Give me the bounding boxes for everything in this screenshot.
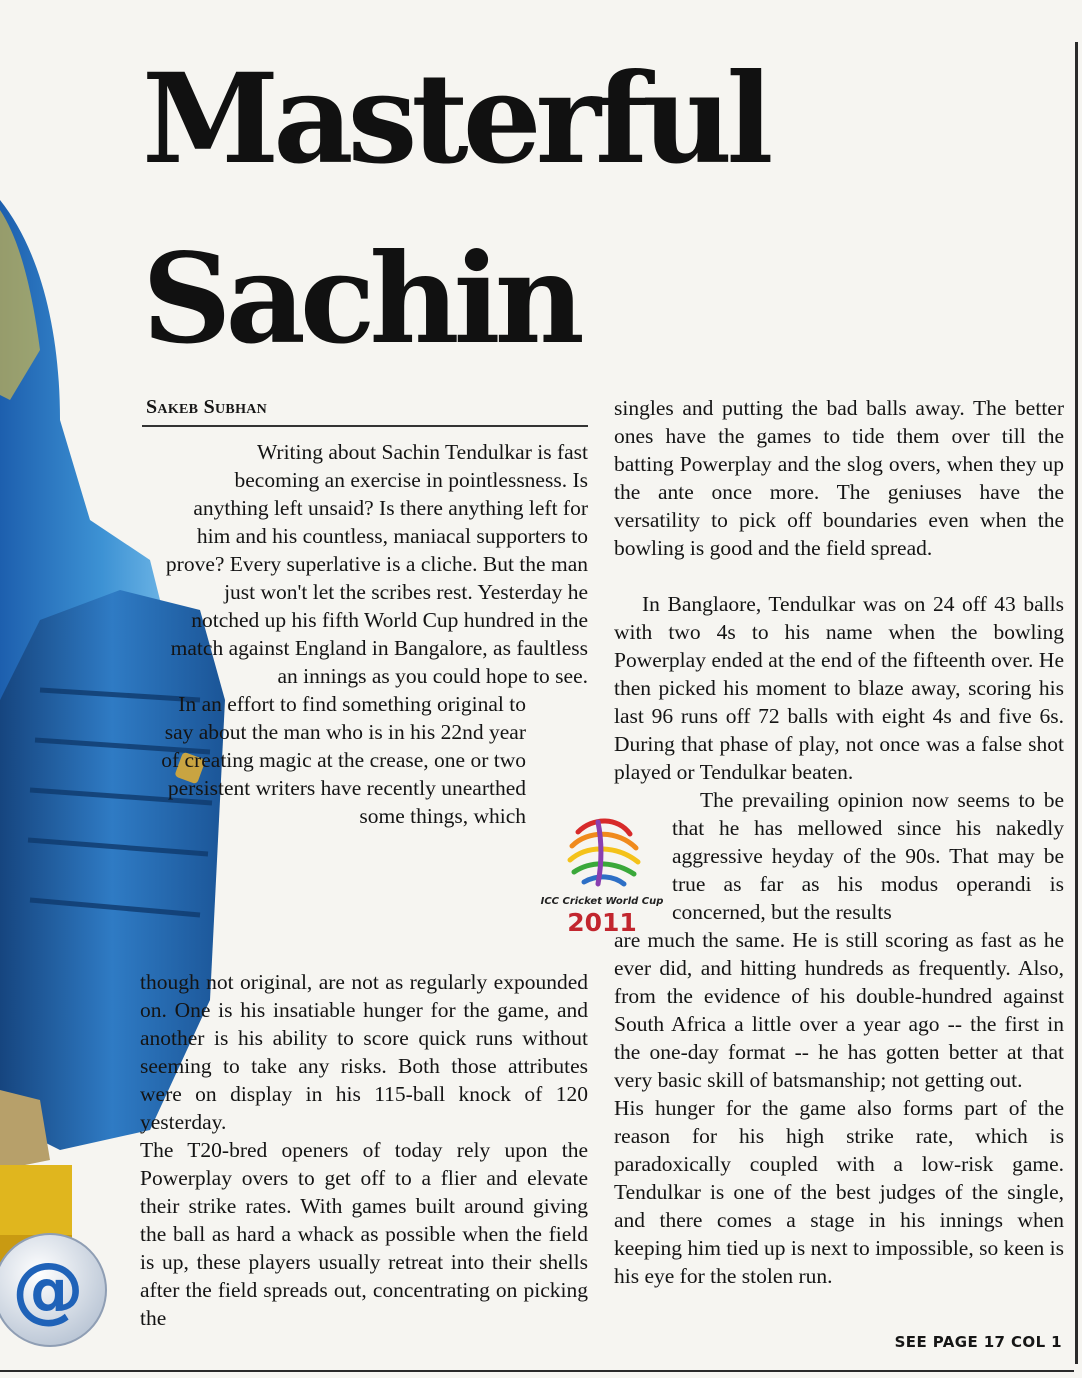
headline-line-2: Sachin: [142, 227, 579, 372]
byline-rule: [142, 425, 588, 427]
logo-year: 2011: [567, 908, 637, 937]
at-symbol-icon: [0, 1228, 112, 1352]
paragraph-2a: In an effort to find something original to say about the man who is in his 22nd year of creating magic at the crease, one or two persistent writers have recently unearthed some things, which: [161, 692, 526, 828]
page-edge-rule: [1075, 42, 1078, 1364]
svg-text:@: @: [12, 1247, 84, 1331]
paragraph-5a: The prevailing opinion now seems to be that he has mellowed since his nakedly aggressive heyday of the 90s. That may be true as far as his modus operandi is concerned, but the results: [672, 788, 1064, 924]
paragraph-6: His hunger for the game also forms part of the reason for his high strike rate, which is paradoxically coupled with a low-risk game. Tendulkar is one of the best judges of the single, and there comes a stage in his innings when keeping him tied up is next to impossible, so keen is his eye for the stolen run.: [614, 1096, 1064, 1288]
paragraph-1: Writing about Sachin Tendulkar is fast becoming an exercise in pointlessness. Is anything left unsaid? Is there anything left for him and his countless, maniacal supporters to prove? Every superlative is a cliche. But the man just won't let the scribes rest. Yesterday he notched up his fifth World Cup hundred in the match against England in Bangalore, as faultless an innings as you could hope to see.: [165, 440, 588, 688]
paragraph-2b: though not original, are not as regularly expounded on. One is his insatiable hunger for the game, and another is his ability to score quick runs without seeming to take any risks. Both those attributes were on display in his 115-ball knock of 120 yesterday.: [140, 970, 588, 1134]
paragraph-4: In Banglaore, Tendulkar was on 24 off 43 balls with two 4s to his name when the bowling Powerplay ended at the end of the fifteenth over. He then picked his moment to blaze away, scoring his last 96 runs off 72 balls with eight 4s and five 6s. During that phase of play, not once was a false shot played or Tendulkar beaten.: [614, 592, 1064, 784]
column-2-middle: [614, 590, 1064, 1290]
column-1-bottom: [140, 968, 588, 1332]
continuation-note: SEE PAGE 17 COL 1: [894, 1333, 1062, 1351]
headline: [142, 30, 768, 390]
paragraph-3-continued: singles and putting the bad balls away. The better ones have the games to tide them over till the batting Powerplay and the slog overs, when they up the ante once more. The geniuses have the versatility to pick off boundaries even when the bowling is good and the field spread.: [614, 396, 1064, 560]
byline: Sakeb Subhan: [146, 396, 268, 418]
logo-caption: ICC Cricket World Cup: [540, 896, 664, 907]
headline-line-1: Masterful: [142, 47, 768, 192]
paragraph-3: The T20-bred openers of today rely upon the Powerplay overs to get off to a flier and elevate their strike rates. With games built around giving the ball as hard a whack as possible when the field is up, these players usually retreat into their shells after the field spreads out, concentrating on picking the: [140, 1138, 588, 1330]
paragraph-5b: are much the same. He is still scoring as fast as he ever did, and hitting hundreds as frequently. Also, from the evidence of his double-hundred against South Africa a little over a year ago -- the first in the one-day format -- he has gotten better at that very basic skill of batsmanship; not getting out.: [614, 928, 1064, 1092]
column-2-top: [614, 394, 1064, 562]
column-1-top: [160, 438, 588, 830]
